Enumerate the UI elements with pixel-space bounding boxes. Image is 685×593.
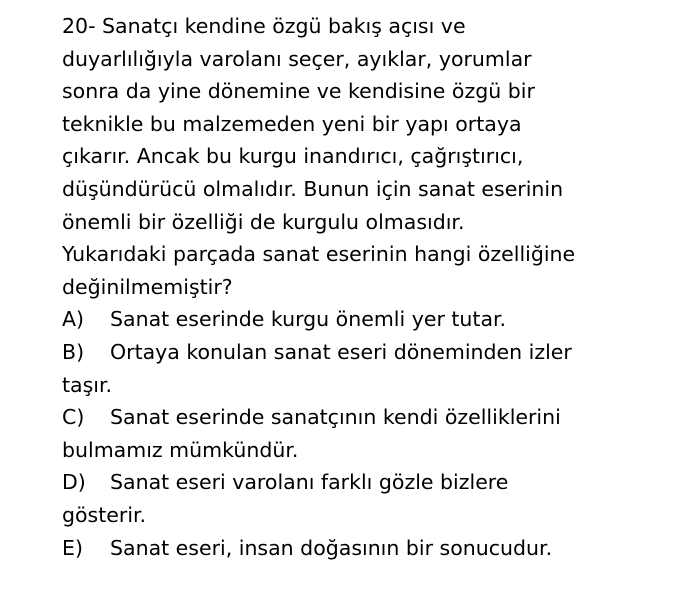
question-line: önemli bir özelliği de kurgulu olmasıdır. xyxy=(62,209,465,234)
option-e-letter: E) xyxy=(62,535,83,560)
question-line: çıkarır. Ancak bu kurgu inandırıcı, çağrıştırıcı, xyxy=(62,144,524,169)
option-d xyxy=(62,466,674,499)
question-prompt-line: değinilmemiştir? xyxy=(62,274,233,299)
option-e xyxy=(62,532,674,565)
option-b-letter: B) xyxy=(62,339,85,364)
question-prompt-line: Yukarıdaki parçada sanat eserinin hangi özelliğine xyxy=(62,242,576,267)
question-line: teknikle bu malzemeden yeni bir yapı ortaya xyxy=(62,111,522,136)
option-c xyxy=(62,401,674,434)
question-block xyxy=(62,10,674,564)
option-d-text: Sanat eseri varolanı farklı gözle bizlere xyxy=(110,470,509,495)
option-b-continuation: taşır. xyxy=(62,372,113,397)
option-a-text: Sanat eserinde kurgu önemli yer tutar. xyxy=(110,307,507,332)
option-a xyxy=(62,303,674,336)
option-d-letter: D) xyxy=(62,470,86,495)
option-c-letter: C) xyxy=(62,405,85,430)
question-line: duyarlılığıyla varolanı seçer, ayıklar, yorumlar xyxy=(62,46,532,71)
question-line: sonra da yine dönemine ve kendisine özgü bir xyxy=(62,79,535,104)
question-line: 20- Sanatçı kendine özgü bakış açısı ve xyxy=(62,14,466,38)
option-e-text: Sanat eseri, insan doğasının bir sonucudur. xyxy=(110,535,553,560)
question-line: düşündürücü olmalıdır. Bunun için sanat eserinin xyxy=(62,176,564,201)
option-a-letter: A) xyxy=(62,307,85,332)
option-c-text: Sanat eserinde sanatçının kendi özelliklerini xyxy=(110,405,561,430)
option-c-continuation: bulmamız mümkündür. xyxy=(62,437,299,462)
option-b-text: Ortaya konulan sanat eseri döneminden izler xyxy=(110,339,572,364)
option-b xyxy=(62,336,674,369)
option-d-continuation: gösterir. xyxy=(62,502,147,527)
